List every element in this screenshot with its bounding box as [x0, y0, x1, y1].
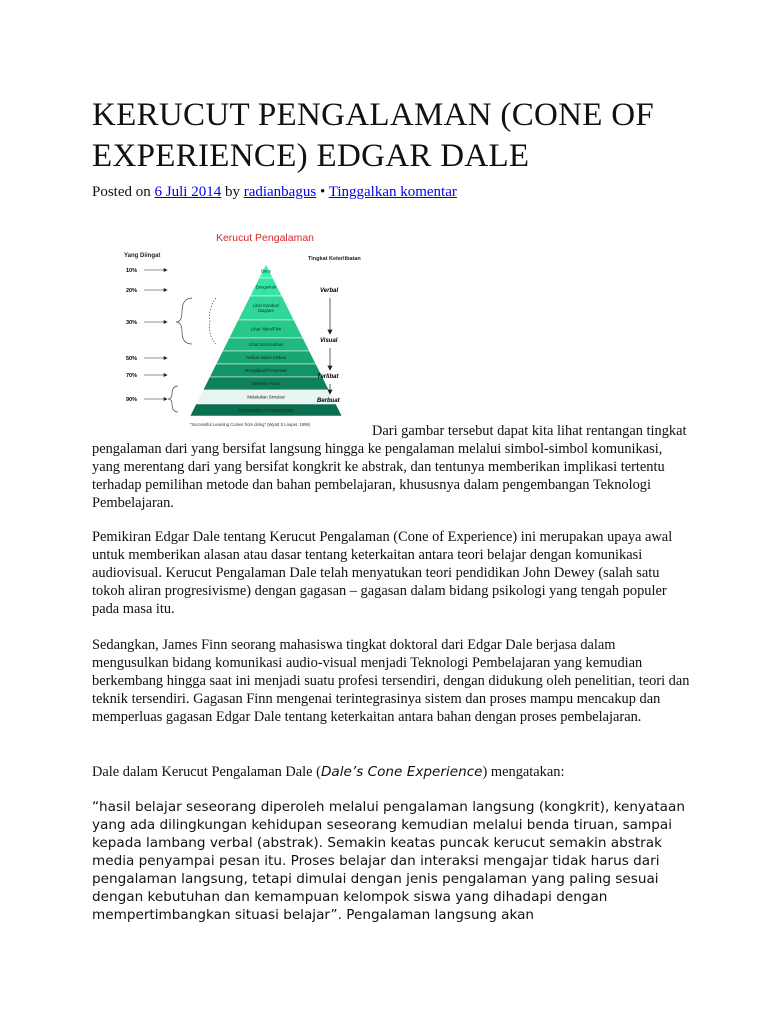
post-meta: [92, 183, 457, 201]
percent-arrows: [144, 269, 167, 401]
figure-right-heading: Tingkat Keterlibatan: [308, 256, 361, 262]
cone-level-label-5: Lihat Demonstrasi: [249, 342, 283, 348]
engagement-verbal: Verbal: [320, 288, 339, 294]
engagement-terlibat: Terlibat: [317, 374, 339, 380]
cone-level-label-9: Melakukan Simulasi: [247, 394, 285, 400]
engagement-visual: Visual: [320, 338, 338, 344]
cone-of-experience-figure: [120, 226, 392, 432]
quote-tail: Pengalaman langsung akan: [341, 907, 535, 923]
percent-20: 20%: [126, 288, 138, 294]
cone-level-label-3: Diagram: [258, 308, 274, 314]
percent-10: 10%: [126, 268, 138, 274]
cone-level-label-2: Dengarkan: [255, 284, 277, 290]
posted-on-label: Posted on: [92, 184, 151, 200]
paragraph-5-quote: [92, 798, 692, 924]
paragraph-3: Sedangkan, James Finn seorang mahasiswa tingkat doktoral dari Edgar Dale berjasa dalam mengusulkan bidang komunikasi audio-visual menjadi Teknologi Pembelajaran yang kemudian berkembang hingga saat ini menjadi suatu profesi tersendiri, dengan didukung oleh penelitian, teori dan teknik tersendiri. Gagasan Finn mengenai terintegrasinya sistem dan proses mampu mencakup dan memperluas gagasan Edgar Dale tentang keterkaitan antara bahan dengan proses pembelajaran.: [92, 637, 690, 725]
leave-comment-link[interactable]: Tinggalkan komentar: [328, 184, 457, 200]
percent-50: 50%: [126, 356, 138, 362]
meta-bullet: •: [319, 184, 326, 200]
figure-title: Kerucut Pengalaman: [215, 232, 315, 244]
figure-caption: "Successful Learning Comes from doing" (Wyatt S Looper, 1999): [189, 422, 311, 427]
paragraph-1: [92, 422, 692, 512]
page-title: KERUCUT PENGALAMAN (CONE OF EXPERIENCE) EDGAR DALE: [92, 97, 655, 174]
percent-30: 30%: [126, 320, 138, 326]
cone-level-label-1: Baca: [261, 268, 271, 274]
paragraph-4-italic: Dale’s Cone Experience: [320, 764, 483, 780]
paragraph-4: [92, 763, 692, 781]
cone-level-label-4: Lihat Video/Film: [251, 326, 281, 332]
paragraph-1-text: Dari gambar tersebut dapat kita lihat rentangan tingkat pengalaman dari yang bersifat langsung hingga ke pengalaman melalui simbol-simbol komunikasi, yang merentang dari yang bersifat kongkrit ke abstrak, dan tentunya memberikan implikasi tertentu terhadap pemilihan metode dan bahan pembelajaran, khususnya dalam pengembangan Teknologi Pembelajaran.: [92, 423, 687, 511]
cone-level-label-3: Lihat Gambar/: [252, 303, 280, 309]
cone-level-label-10: Mengerjakan Hal yang Nyata: [238, 407, 294, 413]
cone-level-label-8: Bermain Peran: [252, 381, 280, 387]
paragraph-2: Pemikiran Edgar Dale tentang Kerucut Pengalaman (Cone of Experience) ini merupakan upaya awal untuk memberikan alasan atau dasar tentang keterkaitan antara teori belajar dengan komunikasi audiovisual. Kerucut Pengalaman Dale telah menyatukan teori pendidikan John Dewey (salah satu tokoh aliran progresivisme) dengan gagasan – gagasan dalam bidang psikologi yang tengah populer pada masa itu.: [92, 529, 673, 617]
cone-level-label-7: Menyajikan/Presentasi: [244, 368, 288, 374]
percent-70: 70%: [126, 373, 138, 379]
engagement-berbuat: Berbuat: [317, 398, 340, 404]
paragraph-4-lead: Dale dalam Kerucut Pengalaman Dale (: [92, 764, 321, 780]
figure-left-heading: Yang Diingat: [124, 253, 161, 259]
percent-90: 90%: [126, 397, 138, 403]
cone-diagram: [120, 226, 392, 432]
by-label: by: [224, 184, 240, 200]
quote-text: “hasil belajar seseorang diperoleh melalui pengalaman langsung (kongkrit), kenyataan yang ada dilingkungan kehidupan seseorang kemudian melalui benda tiruan, sampai kepada lambang verbal (abstrak). Semakin keatas puncak kerucut semakin abstrak media penyampai pesan itu. Proses belajar dan interaksi mengajar tidak harus dari pengalaman langsung, tetapi dimulai dengan jenis pengalaman yang paling sesuai dengan kebutuhan dan kemampuan kelompok siswa yang dihadapi dengan mempertimbangkan situasi belajar”.: [92, 799, 685, 923]
post-date-link[interactable]: 6 Juli 2014: [154, 184, 222, 200]
author-link[interactable]: radianbagus: [243, 184, 317, 200]
cone-level-label-6: Terlibat dalam Diskusi: [245, 355, 287, 361]
paragraph-4-tail: ) mengatakan:: [482, 764, 565, 780]
